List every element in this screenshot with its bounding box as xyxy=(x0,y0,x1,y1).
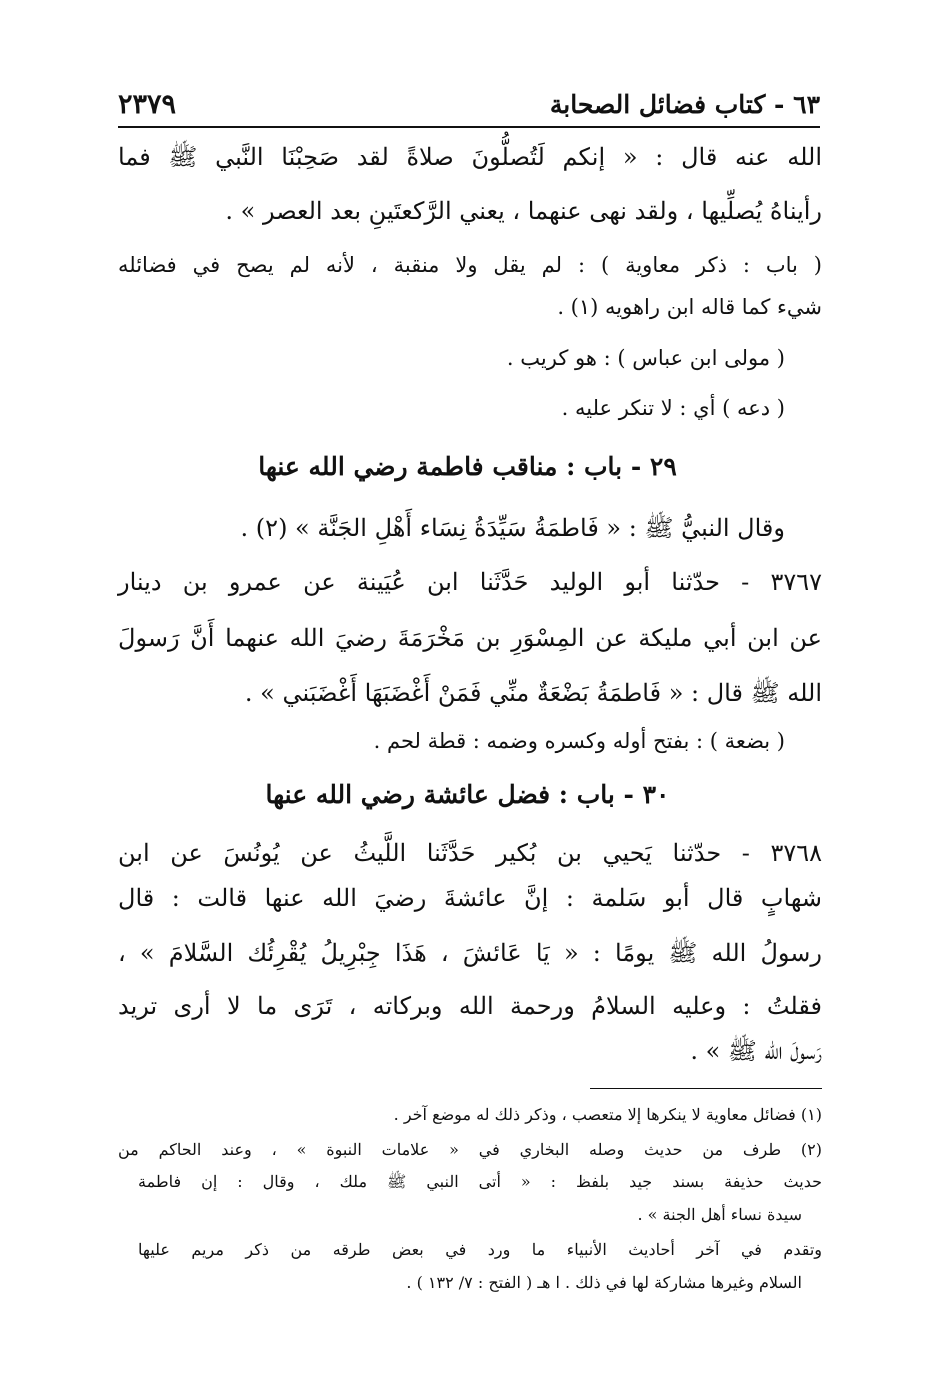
hadith-line: شهابٍ قال أبو سَلمة : إنَّ عائشةَ رضيَ الله عنها قالت : قال xyxy=(118,884,822,912)
footnote-line: حديث حذيفة بسند جيد بلفظ : « أتى النبي ﷺ ملك ، وقال : إن فاطمة xyxy=(138,1172,822,1191)
footnote-line: (٢) طرف من حديث وصله البخاري في « علامات النبوة » ، وعند الحاكم من xyxy=(118,1140,822,1159)
commentary-line: ( دعه ) أي : لا تنكر عليه . xyxy=(561,396,785,420)
commentary-line: شيء كما قاله ابن راهويه (١) . xyxy=(557,295,822,319)
text-line: رأيناهُ يُصلِّيها ، ولقد نهى عنهما ، يعني الرَّكعتَينِ بعد العصر » . xyxy=(225,197,822,225)
text-line: الله عنه قال : « إنكم لَتُصلُّونَ صلاةً لقد صَحِبْنَا النَّبي ﷺ فما xyxy=(118,143,822,171)
commentary-line: ( باب : ذكر معاوية ) : لم يقل ولا منقبة ، لأنه لم يصح في فضائله xyxy=(118,253,822,277)
hadith-line: ٣٧٦٨ - حدّثنا يَحيي بن بُكير حَدَّثَنا اللَّيثُ عن يُونُسَ عن ابن xyxy=(118,839,822,867)
footnote-separator xyxy=(590,1088,822,1089)
footnote-line: السلام وغيرها مشاركة لها في ذلك . ا هـ ( الفتح : ٧/ ١٣٢ ) . xyxy=(406,1273,802,1292)
hadith-line: ٣٧٦٧ - حدّثنا أبو الوليد حَدَّثَنا ابن عُيَينة عن عمرو بن دينار xyxy=(118,568,822,596)
hadith-line: رَسولَ الله ﷺ » . xyxy=(690,1037,822,1065)
footnote-line: سيدة نساء أهل الجنة » . xyxy=(637,1205,802,1224)
footnote-line: وتقدم في آخر أحاديث الأنبياء ما ورد في بعض طرقه من ذكر مريم عليها xyxy=(138,1240,822,1259)
chapter-heading: ٢٩ - باب : مناقب فاطمة رضي الله عنها xyxy=(258,452,677,481)
text-line: وقال النبيُّ ﷺ : « فَاطمَةُ سَيِّدَةُ نِسَاء أَهْلِ الجَنَّة » (٢) . xyxy=(240,514,785,542)
chapter-heading: ٣٠ - باب : فضل عائشة رضي الله عنها xyxy=(265,780,670,809)
page-number: ٢٣٧٩ xyxy=(118,88,177,120)
hadith-line: فقلتُ : وعليه السلامُ ورحمة الله وبركاته ، تَرَى ما لا أرى تريد xyxy=(118,992,822,1020)
commentary-line: ( مولى ابن عباس ) : هو كريب . xyxy=(506,346,785,370)
footnote-line: (١) فضائل معاوية لا ينكرها إلا متعصب ، وذكر ذلك له موضع آخر . xyxy=(393,1105,822,1124)
running-title: ٦٣ - كتاب فضائل الصحابة xyxy=(549,89,820,119)
commentary-line: ( بضعة ) : بفتح أوله وكسره وضمه : قطة لحم . xyxy=(373,729,785,753)
hadith-line: الله ﷺ قال : « فَاطمَةُ بَضْعَةٌ منِّي فَمَنْ أَغْضَبَهَا أَغْضَبَني » . xyxy=(244,679,822,707)
page-header xyxy=(118,82,820,128)
hadith-line: رسولُ الله ﷺ يومًا : « يَا عَائشَ ، هَذَا جِبْرِيلُ يُقْرِئُك السَّلامَ » ، xyxy=(118,939,822,967)
hadith-line: عن ابن أبي مليكة عن المِسْوَرِ بن مَخْرَمَةَ رضيَ الله عنهما أَنَّ رَسولَ xyxy=(118,624,822,652)
